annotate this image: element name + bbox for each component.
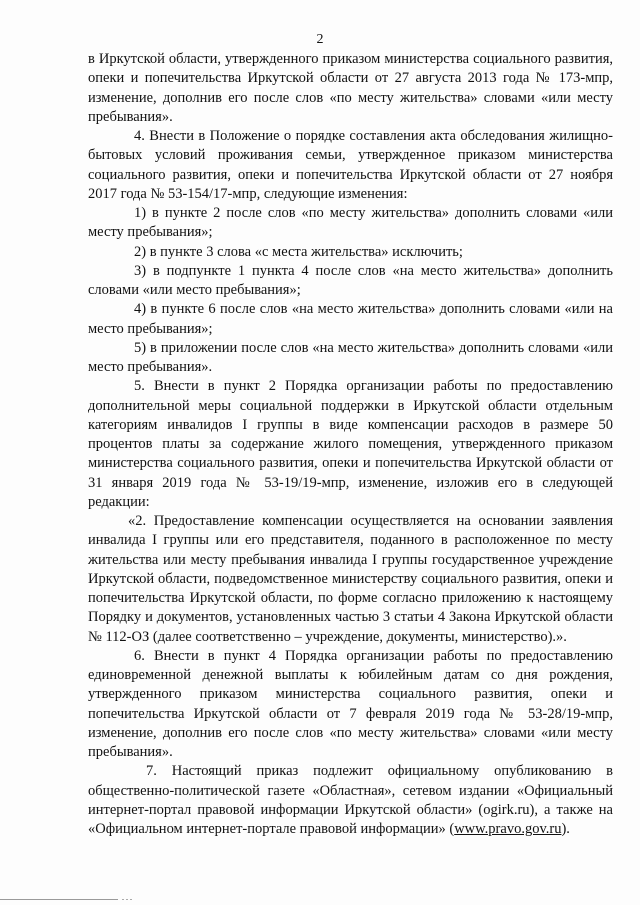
paragraph-item-7 <box>88 762 613 839</box>
scan-edge-dots <box>122 899 134 900</box>
paragraph-subitem-3: 3) в подпункте 1 пункта 4 после слов «на место жительства» дополнить словами «или место пребывания»; <box>88 262 613 298</box>
paragraph-quoted-redaction: «2. Предоставление компенсации осуществляется на основании заявления инвалида I группы или его представителя, поданного в расположенное по месту жительства или месту пребывания инвалида I группы государственное учреждение Иркутской области, подведомственное министерству социального развития, опеки и попечительства Иркутской области, по форме согласно приложению к настоящему Порядку и документов, установленных частью 3 статьи 4 Закона Иркутской области № 112-ОЗ (далее соответственно – учреждение, документы, министерство).». <box>88 513 613 645</box>
paragraph-item-7-end: ). <box>561 821 570 837</box>
paragraph-subitem-2: 2) в пункте 3 слова «с места жительства» исключить; <box>134 243 463 260</box>
paragraph-subitem-1: 1) в пункте 2 после слов «по месту жительства» дополнить словами «или месту пребывания»; <box>88 205 613 241</box>
pravo-gov-link[interactable]: www.pravo.gov.ru <box>454 821 562 837</box>
paragraph-item-4: 4. Внести в Положение о порядке составления акта обследования жилищно-бытовых условий проживания семьи, утвержденное приказом министерства социального развития, опеки и попечительства Иркутской области от 27 ноября 2017 года № 53-154/17-мпр, следующие изменения: <box>88 128 613 202</box>
scan-edge-line <box>0 899 118 900</box>
paragraph-subitem-4: 4) в пункте 6 после слов «на место жительства» дополнить словами «или на место пребывания»; <box>88 301 613 337</box>
page-number: 2 <box>316 32 324 47</box>
paragraph-continuation: в Иркутской области, утвержденного приказом министерства социального развития, опеки и попечительства Иркутской области от 27 августа 2013 года № 173-мпр, изменение, дополнив его после слов «по месту жительства» словами «или месту пребывания». <box>88 51 613 125</box>
paragraph-subitem-5: 5) в приложении после слов «на место жительства» дополнить словами «или место пребывания». <box>88 339 613 375</box>
document-body <box>88 50 613 839</box>
paragraph-item-7-text: 7. Настоящий приказ подлежит официальному опубликованию в общественно-политической газете «Областная», сетевом издании «Официальный интернет-портал правовой информации Иркутской области» (ogirk.ru), а также на «Официальном интернет-портале правовой информации» ( <box>88 763 613 837</box>
paragraph-item-6: 6. Внести в пункт 4 Порядка организации работы по предоставлению единовременной денежной выплаты к юбилейным датам со дня рождения, утвержденного приказом министерства социального развития, опеки и попечительства Иркутской области от 7 февраля 2019 года № 53-28/19-мпр, изменение, дополнив его после слов «по месту жительства» словами «или месту пребывания». <box>88 647 613 760</box>
paragraph-item-5: 5. Внести в пункт 2 Порядка организации работы по предоставлению дополнительной меры социальной поддержки в Иркутской области отдельным категориям инвалидов I группы в виде компенсации расходов в размере 50 процентов платы за содержание жилого помещения, утвержденного приказом министерства социального развития, опеки и попечительства Иркутской области от 31 января 2019 года № 53-19/19-мпр, изменение, изложив его в следующей редакции: <box>88 378 613 510</box>
